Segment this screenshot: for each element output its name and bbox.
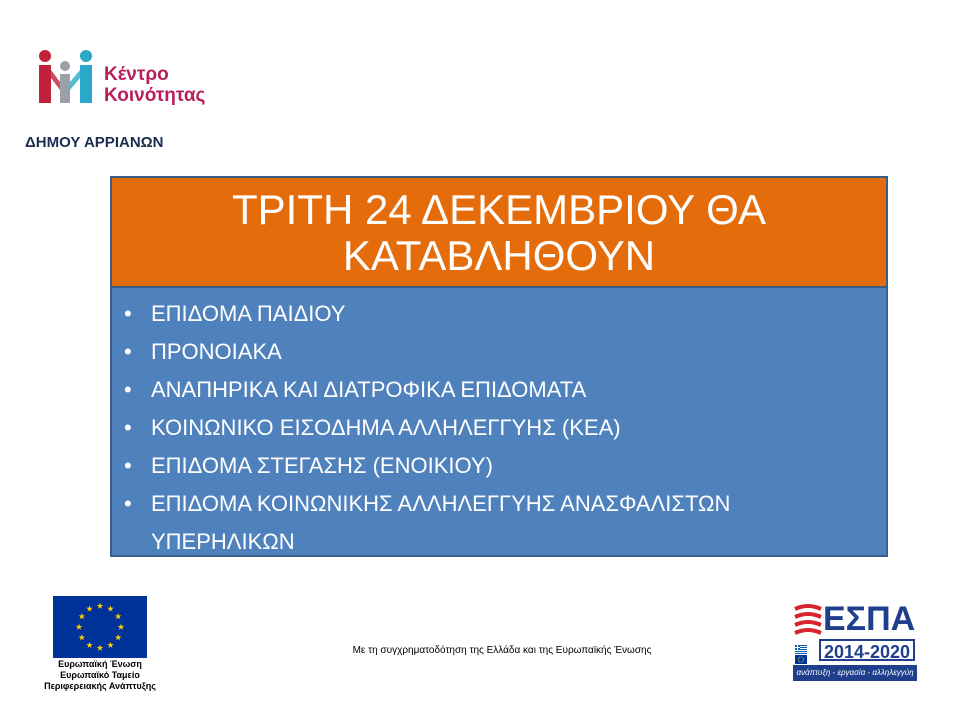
eu-mini-flag-icon: [795, 655, 807, 664]
espa-logo-icon: [793, 603, 823, 639]
list-item: [124, 447, 878, 485]
list-item: [124, 371, 878, 409]
logo-text: [104, 64, 205, 106]
logo-line-1: Κέντρο: [104, 64, 169, 85]
eu-caption: [10, 659, 190, 692]
eu-caption-line-3: Περιφερειακής Ανάπτυξης: [44, 681, 156, 691]
bullet: •: [124, 301, 132, 326]
bullet: •: [124, 415, 132, 440]
espa-logo: [793, 601, 917, 683]
list-item-text: ΕΠΙΔΟΜΑ ΠΑΙΔΙΟΥ: [151, 301, 346, 326]
eu-caption-line-2: Ευρωπαϊκό Ταμείο: [60, 670, 140, 680]
list-item: [124, 485, 878, 561]
bullet: •: [124, 339, 132, 364]
list-item-text: ΕΠΙΔΟΜΑ ΚΟΙΝΩΝΙΚΗΣ ΑΛΛΗΛΕΓΓΥΗΣ ΑΝΑΣΦΑΛΙΣΤΩΝ ΥΠΕΡΗΛΙΚΩΝ: [151, 491, 731, 554]
bullet: •: [124, 377, 132, 402]
list-item: [124, 333, 878, 371]
announcement-body: [110, 288, 888, 557]
list-item-text: ΑΝΑΠΗΡΙΚΑ ΚΑΙ ΔΙΑΤΡΟΦΙΚΑ ΕΠΙΔΟΜΑΤΑ: [151, 377, 587, 402]
benefits-list: [124, 295, 878, 561]
cofunding-text: Με τη συγχρηματοδότηση της Ελλάδα και της Ευρωπαϊκής Ένωσης: [352, 645, 652, 656]
logo-line-2: Κοινότητας: [104, 85, 206, 106]
list-item-text: ΚΟΙΝΩΝΙΚΟ ΕΙΣΟΔΗΜΑ ΑΛΛΗΛΕΓΓΥΗΣ (ΚΕΑ): [151, 415, 621, 440]
announcement-title: [110, 176, 888, 288]
community-center-logo-icon: [36, 48, 102, 108]
espa-years: 2014-2020: [819, 639, 915, 661]
bullet: •: [124, 491, 132, 516]
greek-flag-icon: [795, 645, 807, 654]
espa-tagline: ανάπτυξη - εργασία - αλληλεγγύη: [793, 665, 917, 681]
list-item-text: ΕΠΙΔΟΜΑ ΣΤΕΓΑΣΗΣ (ΕΝΟΙΚΙΟΥ): [151, 453, 493, 478]
bullet: •: [124, 453, 132, 478]
community-center-logo: [36, 46, 226, 110]
list-item: [124, 409, 878, 447]
announcement-card: [110, 176, 888, 557]
title-line-2: ΚΑΤΑΒΛΗΘΟΥΝ: [342, 232, 656, 279]
espa-title: ΕΣΠΑ: [823, 600, 916, 638]
list-item-text: ΠΡΟΝΟΙΑΚΑ: [151, 339, 282, 364]
municipality-name: ΔΗΜΟΥ ΑΡΡΙΑΝΩΝ: [25, 134, 164, 151]
eu-caption-line-1: Ευρωπαϊκή Ένωση: [58, 659, 142, 669]
title-line-1: ΤΡΙΤΗ 24 ΔΕΚΕΜΒΡΙΟΥ ΘΑ: [231, 186, 766, 233]
list-item: [124, 295, 878, 333]
